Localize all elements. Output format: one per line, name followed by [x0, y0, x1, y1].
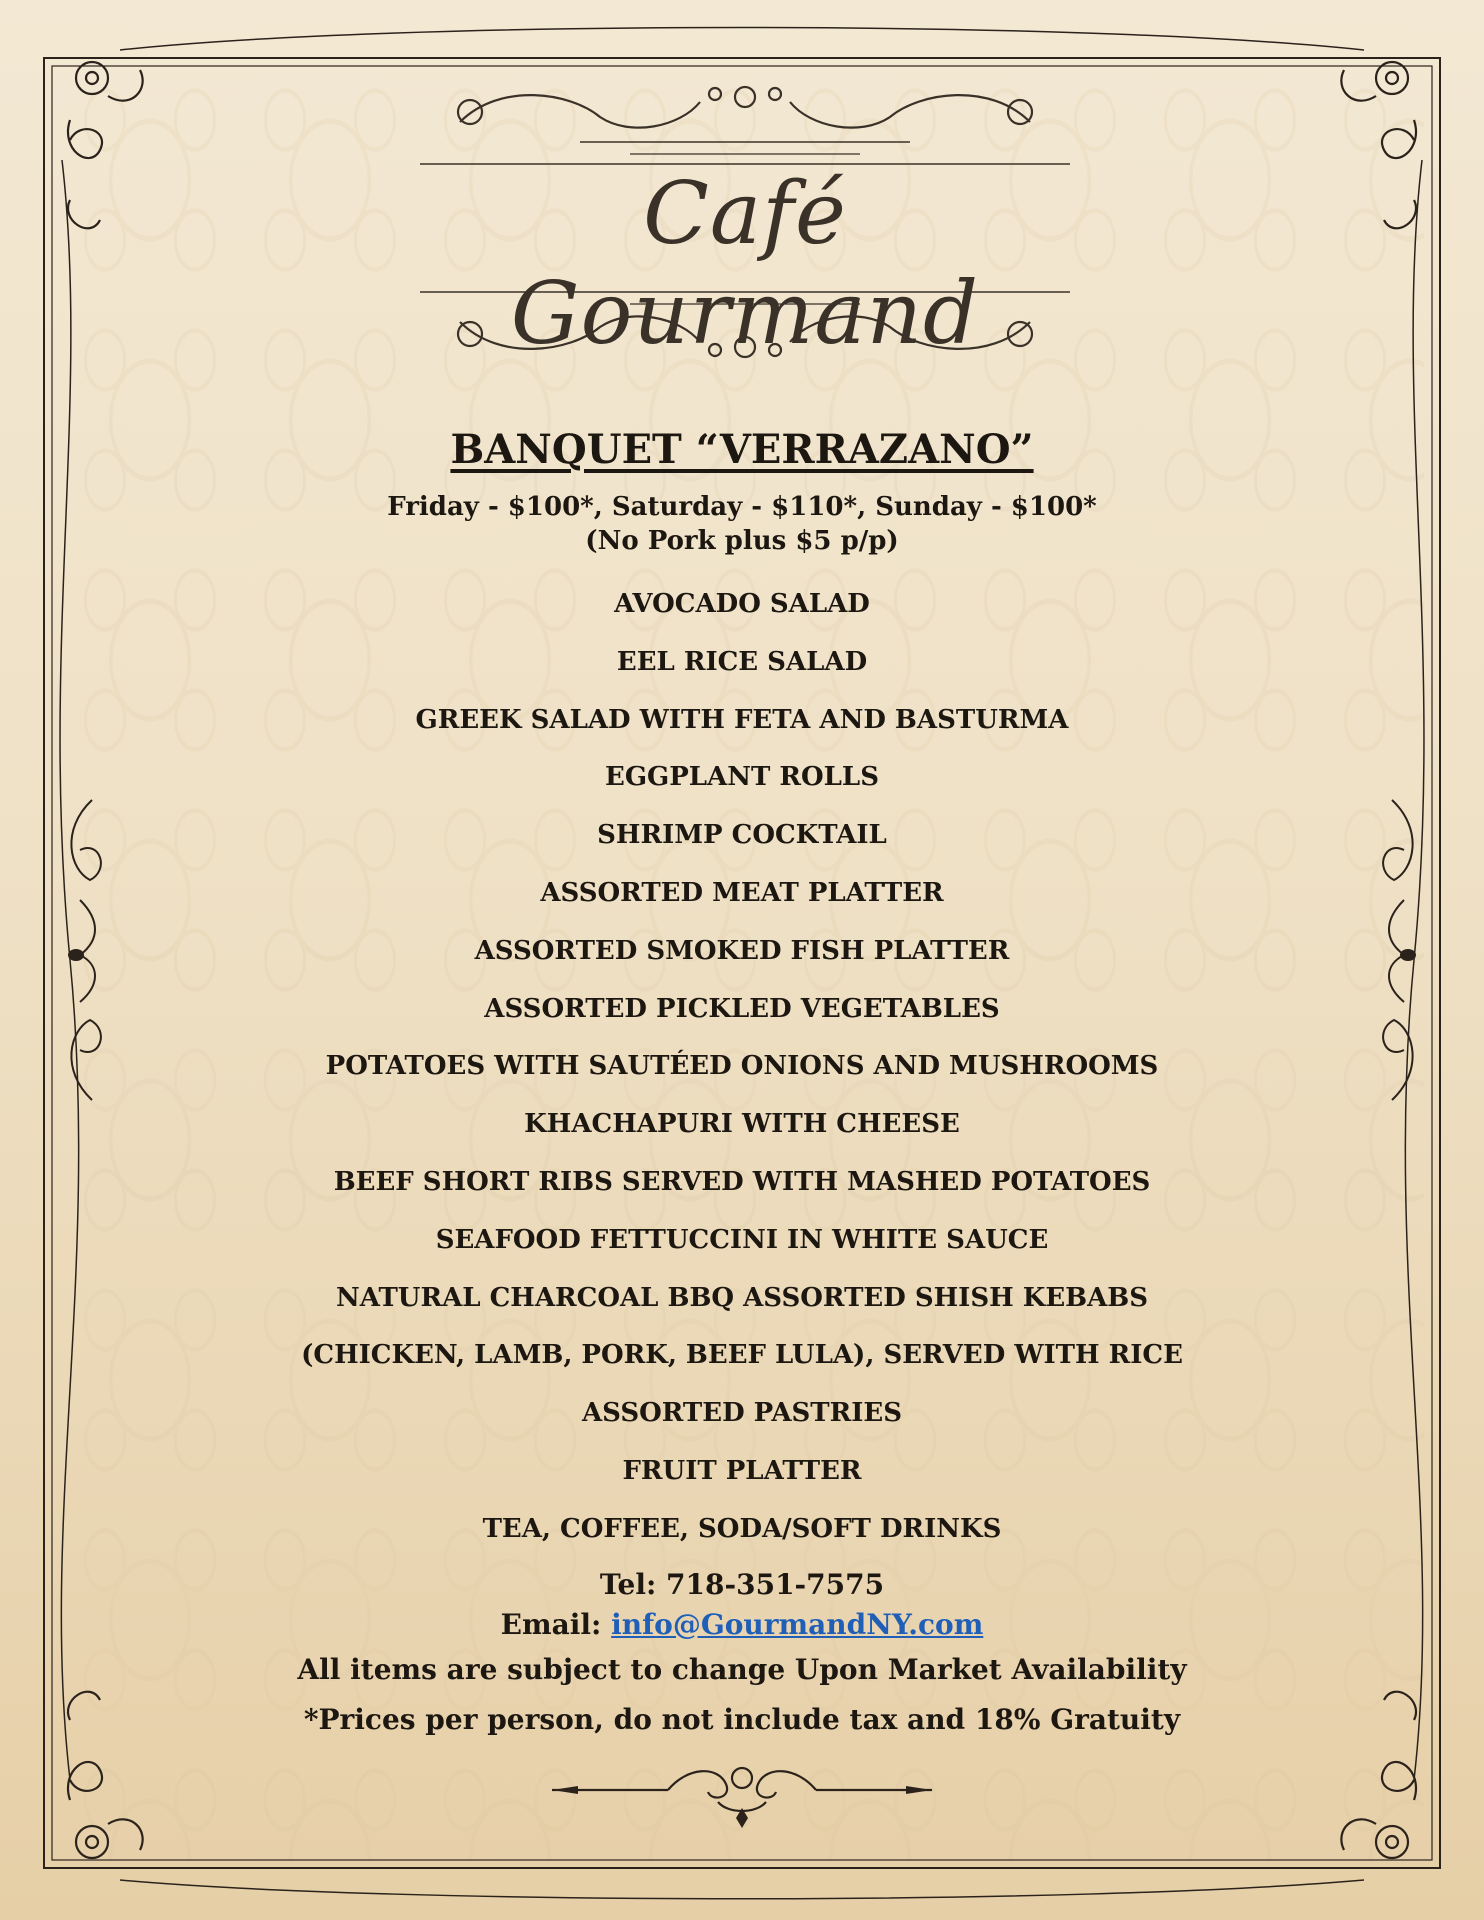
menu-item: GREEK SALAD WITH FETA AND BASTURMA [415, 704, 1069, 735]
menu-item: SEAFOOD FETTUCCINI IN WHITE SAUCE [435, 1224, 1049, 1255]
contact-info [160, 1565, 1324, 1645]
menu-item: KHACHAPURI WITH CHEESE [524, 1109, 960, 1140]
availability-note: All items are subject to change Upon Market Availability [297, 1652, 1187, 1686]
email-line [160, 1605, 1324, 1645]
daily-prices: Friday - $100*, Saturday - $110*, Sunday - $100* [387, 492, 1097, 522]
menu-item: (CHICKEN, LAMB, PORK, BEEF LULA), SERVED WITH RICE [301, 1340, 1183, 1371]
menu-item: NATURAL CHARCOAL BBQ ASSORTED SHISH KEBABS [335, 1282, 1149, 1313]
menu-item: ASSORTED PASTRIES [581, 1398, 903, 1429]
menu-item: TEA, COFFEE, SODA/SOFT DRINKS [482, 1513, 1002, 1544]
menu-item-list [160, 576, 1324, 1559]
menu-item: SHRIMP COCKTAIL [597, 820, 887, 851]
menu-item: EGGPLANT ROLLS [605, 762, 879, 793]
cafe-gourmand-logo [400, 72, 1090, 372]
corner-scroll-top-right [1341, 62, 1416, 228]
menu-item: ASSORTED SMOKED FISH PLATTER [474, 935, 1010, 966]
menu-item: AVOCADO SALAD [614, 589, 870, 619]
pricing-note: *Prices per person, do not include tax and 18% Gratuity [303, 1702, 1181, 1736]
menu-item: ASSORTED PICKLED VEGETABLES [484, 993, 1000, 1024]
menu-item: POTATOES WITH SAUTÉED ONIONS AND MUSHROOMS [325, 1051, 1159, 1082]
email-label: Email: [500, 1607, 612, 1641]
menu-item: EEL RICE SALAD [616, 646, 868, 677]
menu-item: BEEF SHORT RIBS SERVED WITH MASHED POTATOES [333, 1166, 1151, 1197]
banquet-pricing [160, 490, 1324, 558]
no-pork-surcharge: (No Pork plus $5 p/p) [585, 526, 899, 556]
menu-item: ASSORTED MEAT PLATTER [540, 877, 944, 908]
banquet-menu [160, 426, 1324, 1745]
banquet-title: BANQUET “VERRAZANO” [450, 426, 1034, 473]
logo-wordmark: Café Gourmand [510, 164, 980, 364]
closing-ornament [548, 1752, 936, 1828]
corner-scroll-bottom-left [68, 1692, 143, 1858]
menu-item: FRUIT PLATTER [622, 1455, 862, 1486]
corner-scroll-bottom-right [1341, 1692, 1416, 1858]
email-link[interactable]: info@GourmandNY.com [611, 1607, 984, 1641]
corner-scroll-top-left [68, 62, 143, 228]
telephone: Tel: 718-351-7575 [599, 1567, 885, 1601]
